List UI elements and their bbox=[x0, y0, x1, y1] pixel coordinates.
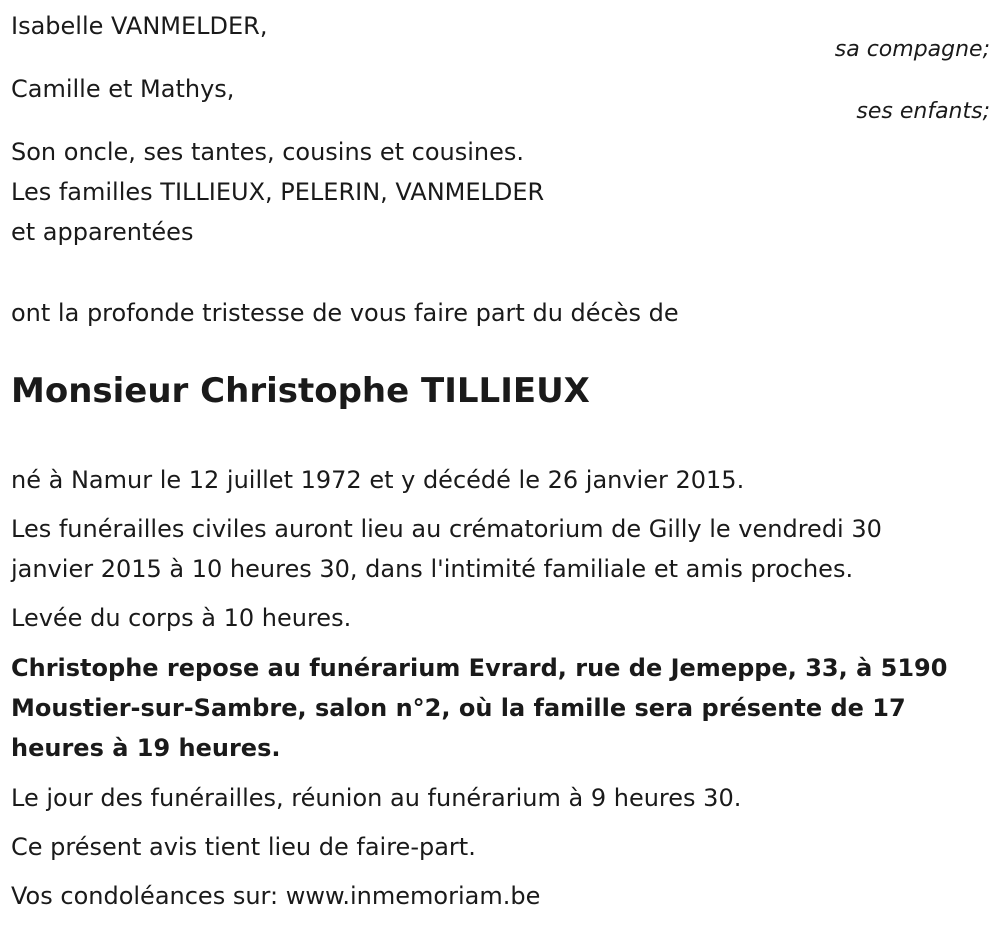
funeral-text-line: Les funérailles civiles auront lieu au crématorium de Gilly le vendredi 30 bbox=[11, 515, 882, 543]
announcement-text: ont la profonde tristesse de vous faire part du décès de bbox=[11, 299, 679, 327]
deceased-name: Monsieur Christophe TILLIEUX bbox=[11, 371, 590, 411]
rest-location-line: Moustier-sur-Sambre, salon n°2, où la famille sera présente de 17 bbox=[11, 694, 906, 722]
meeting-text: Le jour des funérailles, réunion au funérarium à 9 heures 30. bbox=[11, 784, 742, 812]
relatives-line: Son oncle, ses tantes, cousins et cousines. bbox=[11, 138, 524, 166]
family-member-name: Camille et Mathys, bbox=[11, 75, 235, 103]
levee-text: Levée du corps à 10 heures. bbox=[11, 604, 352, 632]
rest-location-line: Christophe repose au funérarium Evrard, rue de Jemeppe, 33, à 5190 bbox=[11, 654, 948, 682]
funeral-text-line: janvier 2015 à 10 heures 30, dans l'intimité familiale et amis proches. bbox=[11, 555, 854, 583]
notice-text: Ce présent avis tient lieu de faire-part. bbox=[11, 833, 476, 861]
family-member-role: sa compagne; bbox=[834, 37, 990, 62]
relatives-line: Les familles TILLIEUX, PELERIN, VANMELDER bbox=[11, 178, 545, 206]
relatives-line: et apparentées bbox=[11, 218, 194, 246]
condolences-text: Vos condoléances sur: www.inmemoriam.be bbox=[11, 882, 541, 910]
rest-location-line: heures à 19 heures. bbox=[11, 734, 281, 762]
family-member-role: ses enfants; bbox=[856, 99, 990, 124]
family-member-name: Isabelle VANMELDER, bbox=[11, 12, 268, 40]
birth-death-text: né à Namur le 12 juillet 1972 et y décédé le 26 janvier 2015. bbox=[11, 466, 745, 494]
